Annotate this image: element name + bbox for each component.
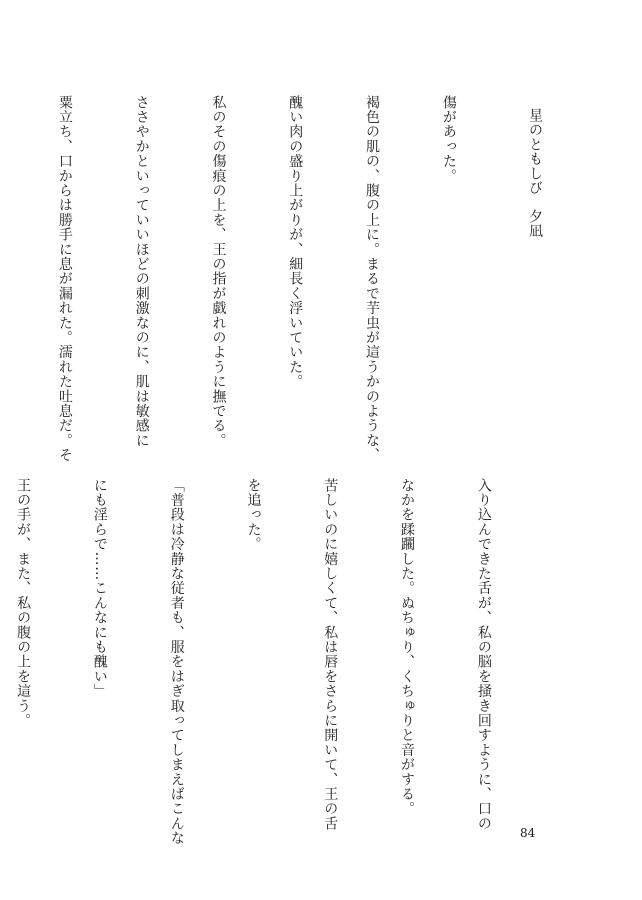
- text-line: 苦しいのに嬉しくて、私は唇をさらに開いて、王の舌: [322, 478, 339, 831]
- text-line: なかを蹂躙した。ぬちゅり、くちゅりと音がする。: [399, 478, 416, 817]
- text-line: 王の手が、また、私の腹の上を這う。: [15, 478, 32, 728]
- page-number: 84: [520, 826, 536, 840]
- text-line: 褐色の肌の、腹の上に。まるで芋虫が這うかのような、: [364, 95, 381, 463]
- text-line: 傷があった。: [440, 95, 457, 184]
- running-header: [527, 108, 543, 238]
- text-block-top: [0, 95, 512, 463]
- book-title: 星のともしび: [527, 108, 543, 195]
- text-line: 醜い肉の盛り上がりが、細長く浮いていた。: [287, 95, 304, 389]
- text-line: ささやかといっていいほどの刺激なのに、肌は敏感に: [133, 95, 150, 448]
- text-line: 粟立ち、口からは勝手に息が漏れた。濡れた吐息だ。そ: [56, 95, 73, 463]
- text-line: 「普段は冷静な従者も、服をはぎ取ってしまえばこんな: [168, 478, 185, 846]
- text-line: にも淫らで……こんなにも醜い」: [91, 478, 108, 699]
- text-line: 入り込んできた舌が、私の脳を掻き回すように、口の: [475, 478, 492, 831]
- text-line: を追った。: [245, 478, 262, 552]
- author-name: 夕凪: [527, 209, 543, 238]
- text-line: 私のその傷痕の上を、王の指が戯れのように撫でる。: [210, 95, 227, 448]
